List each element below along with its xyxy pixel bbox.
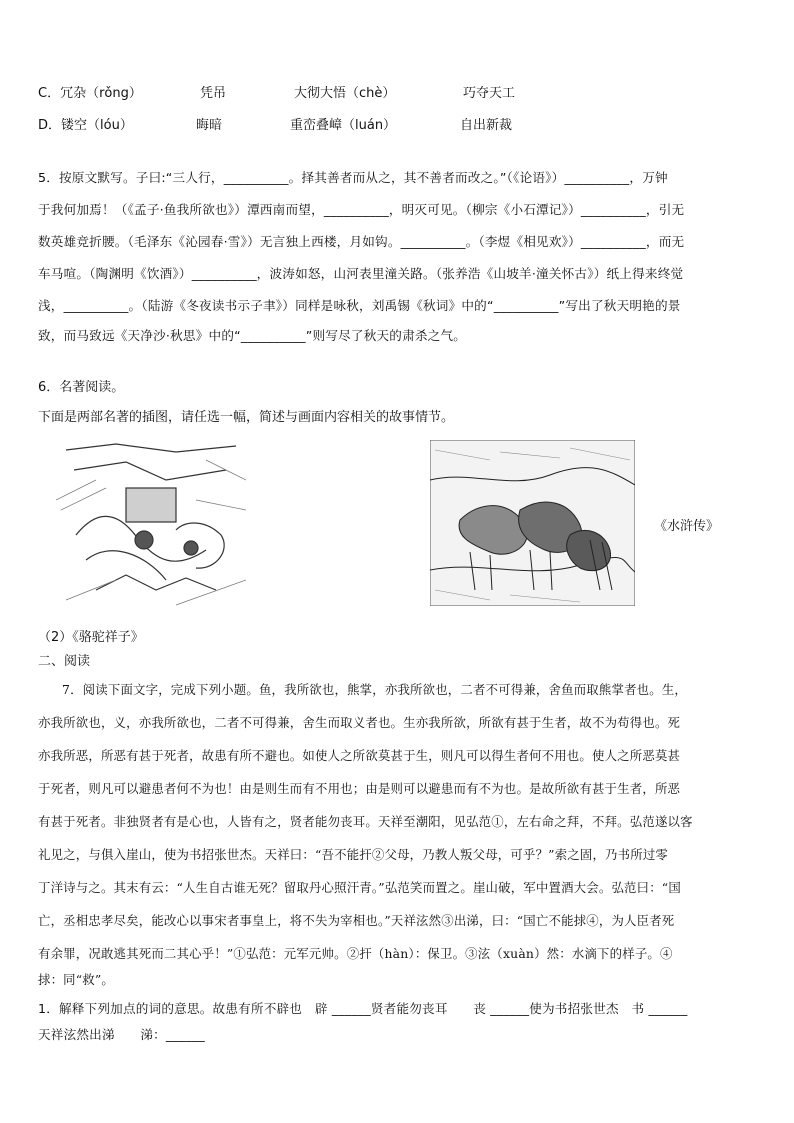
q7-line: 于死者，则凡可以避患者何不为也！由是则生而有不用也；由是则可以避患而有不为也。是故所欲有甚于生者，所恶 <box>38 781 681 796</box>
option-d-label: D．镂空（lóu） <box>38 118 133 133</box>
q7-sub1-line1: 1．解释下列加点的词的意思。故患有所不辟也 辟 ______贤者能勿丧耳 丧 ______使为书招张世杰 书 ______ <box>38 1001 688 1016</box>
q5-line: 于我何加焉！（《孟子·鱼我所欲也》）潭西南而望，__________，明灭可见。（柳宗《小石潭记》）__________，引无 <box>38 202 685 217</box>
caption-camel-xiangzi: （2）《骆驼祥子》 <box>38 630 144 645</box>
q7-line: 亦我所欲也，义，亦我所欲也，二者不可得兼，舍生而取义者也。生亦我所欲，所欲有甚于生者，故不为苟得也。死 <box>38 715 681 730</box>
illustration-water-margin <box>430 440 635 606</box>
option-c-item-1: 凭吊 <box>200 86 227 101</box>
option-c-item-3: 巧夺天工 <box>463 86 516 101</box>
option-c-item-2: 大彻大悟（chè） <box>294 86 396 101</box>
option-c-label: C．冗杂（rǒng） <box>38 86 142 101</box>
option-d-item-1: 晦暗 <box>196 118 223 133</box>
q7-line: 亡，丞相忠孝尽矣，能改心以事宋者事皇上，将不失为宰相也。”天祥泫然③出涕，曰：“国亡不能捄④，为人臣者死 <box>38 913 675 928</box>
q7-line: 丁洋诗与之。其末有云：“人生自古谁无死？留取丹心照汗青。”弘范笑而置之。崖山破，军中置酒大会。弘范曰：“国 <box>38 880 681 895</box>
q5-line: 车马喧。（陶渊明《饮酒》）__________，波涛如怒，山河表里潼关路。（张养浩《山坡羊·潼关怀古》）纸上得来终觉 <box>38 266 684 281</box>
q6-title: 6．名著阅读。 <box>38 380 125 395</box>
q5-line: 5．按原文默写。子曰:“三人行，__________。择其善者而从之，其不善者而改之。”（《论语》）__________，万钟 <box>38 170 668 185</box>
q7-sub1-line2: 天祥泫然出涕 涕：______ <box>38 1027 205 1042</box>
q7-line: 捄：同“救”。 <box>38 972 115 987</box>
caption-water-margin: 《水浒传》 <box>654 519 720 534</box>
q5-line: 致，而马致远《天净沙·秋思》中的“__________”则写尽了秋天的肃杀之气。 <box>38 328 467 343</box>
q7-line: 7．阅读下面文字，完成下列小题。鱼，我所欲也，熊掌，亦我所欲也，二者不可得兼，舍鱼而取熊掌者也。生， <box>62 682 688 697</box>
option-d-item-3: 自出新裁 <box>460 118 513 133</box>
q7-line: 礼见之，与俱入崖山，使为书招张世杰。天祥曰：“吾不能扞②父母，乃教人叛父母，可乎？”索之固，乃书所过零 <box>38 847 669 862</box>
sketch-illustration-right <box>430 440 635 606</box>
q5-line: 数英雄竞折腰。（毛泽东《沁园春·雪》）无言独上西楼，月如钩。__________。（李煜《相见欢》）__________，而无 <box>38 234 685 249</box>
illustration-camel-xiangzi <box>56 440 246 608</box>
q7-line: 有甚于死者。非独贤者有是心也，人皆有之，贤者能勿丧耳。天祥至潮阳，见弘范①，左右命之拜，不拜。弘范遂以客 <box>38 814 693 829</box>
q5-line: 浅，__________。（陆游《冬夜读书示子聿》）同样是咏秋，刘禹锡《秋词》中的“__________”写出了秋天明艳的景 <box>38 298 681 313</box>
sketch-illustration-left <box>56 440 246 608</box>
q7-line: 有余罪，况敢逃其死而二其心乎！”①弘范：元军元帅。②扞（hàn）：保卫。③泫（xuàn）然：水滴下的样子。④ <box>38 946 673 961</box>
q6-instruction: 下面是两部名著的插图，请任选一幅，简述与画面内容相关的故事情节。 <box>38 410 455 425</box>
q7-line: 亦我所恶，所恶有甚于死者，故患有所不避也。如使人之所欲莫甚于生，则凡可以得生者何不用也。使人之所恶莫甚 <box>38 748 681 763</box>
option-d-item-2: 重峦叠嶂（luán） <box>290 118 397 133</box>
section-title-reading: 二、阅读 <box>38 654 91 669</box>
